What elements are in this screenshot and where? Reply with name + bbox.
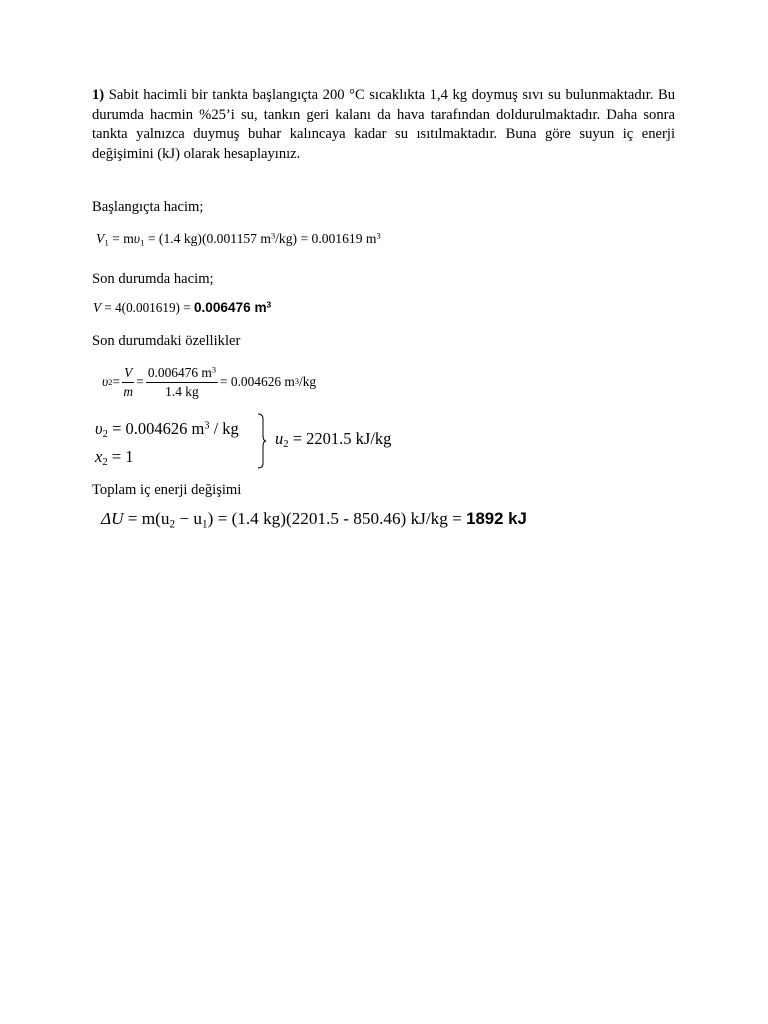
energy-change-result: 1892 kJ — [466, 509, 527, 528]
problem-number: 1) — [92, 87, 105, 103]
fraction-v-over-m: $\frac{V}{m}$ — [123, 364, 133, 399]
state-specific-volume: $\upsilon_2 = 0.004626$ $m^3$ / kg — [95, 419, 239, 441]
equation-initial-volume: $V_1 = m\upsilon_1 = (1.4$ kg)(0.001157 $m^3/kg) = 0.001619$ $m^3$ — [96, 230, 381, 248]
state-internal-energy: $u_2 = 2201.5$ kJ/kg — [275, 429, 392, 451]
problem-statement — [92, 86, 675, 165]
equation-energy-change: $\Delta U = m(u_2 - u_1) = (1.4$ kg)(2201.5 - 850.46) kJ/kg = 1892 kJ — [101, 509, 527, 531]
label-initial-volume: Başlangıçta hacim; — [92, 199, 204, 215]
label-final-volume: Son durumda hacim; — [92, 271, 214, 287]
equation-final-volume: V = 4(0.001619) = 0.006476 $m^3$ — [93, 299, 272, 315]
fraction-numeric: $\frac{0.006476 m^3}{1.4 kg}$ — [147, 364, 216, 399]
label-total-energy: Toplam iç enerji değişimi — [92, 482, 242, 498]
right-brace-icon — [257, 413, 267, 469]
problem-text: Sabit hacimli bir tankta başlangıçta 200 °C sıcaklıkta 1,4 kg doymuş sıvı su bulunmaktadır. Bu durumda hacmin %25’i su, tankın geri kalanı da hava tarafından doldurulmaktadır. Daha sonra tankta yalnızca duymuş buhar kalıncaya kadar su ısıtılmaktadır. Buna göre suyun iç enerji değişimini (kJ) olarak hesaplayınız. — [92, 87, 676, 163]
equation-specific-volume: υ 2 = $\frac{V}{m}$ = $\frac{0.006476 m^3}{1.4 kg}$ = 0.004626 m 3 /kg — [102, 364, 317, 399]
final-volume-result: 0.006476 $m^3$ — [193, 299, 272, 315]
state-quality: $x_2 = 1$ — [95, 447, 134, 469]
label-final-properties: Son durumdaki özellikler — [92, 333, 241, 349]
